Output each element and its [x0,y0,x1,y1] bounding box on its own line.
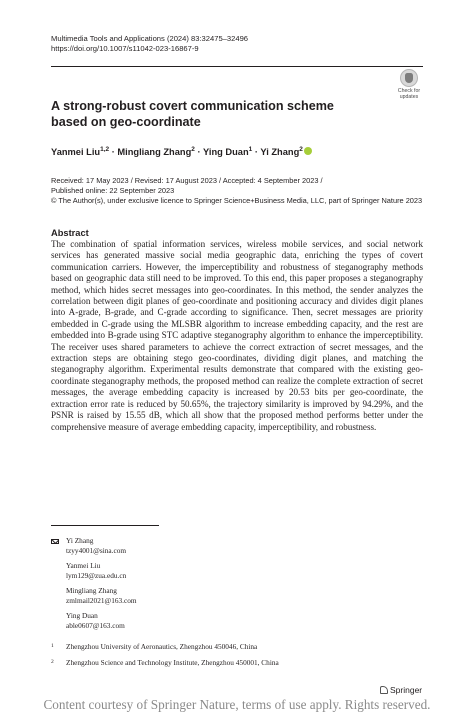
affiliation-text: Zhengzhou Science and Technology Institute, Zhengzhou 450001, China [66,658,279,667]
badge-label-line2: updates [399,94,419,100]
courtesy-notice: Content courtesy of Springer Nature, terms of use apply. Rights reserved. [43,697,431,712]
contact-name: Mingliang Zhang [66,586,117,595]
title-line-1: A strong-robust covert communication scheme [51,99,334,113]
author-affiliation-mark: 2 [299,146,303,153]
title-line-2: based on geo-coordinate [51,115,201,129]
journal-citation: Multimedia Tools and Applications (2024) 83:32475–32496 [51,34,249,43]
author-separator: · [194,147,203,158]
abstract-heading: Abstract [51,228,89,238]
footnote-divider [51,525,159,526]
affiliation-item [51,657,279,668]
abstract-body: The combination of spatial information services, wireless mobile services, and social network services has generated massive social media geographic data, enriching the types of covert communication carriers. However, the imperceptibility and robustness of steganography methods based on geographic data still need to be improved. To this end, this paper proposes a steganography method, which hides secret messages into geo-coordinates. In this method, the sender analyzes the correlation between digit planes of geo-coordinate and positioning accuracy and divides digit planes into A-grade, B-grade, and C-grade according to significance. Then, secret messages are priority embedded in C-grade using the MLSBR algorithm to increase embedding capacity, and the rest are embedded into B-grade using STC adaptive steganography algorithm to enhance the imperceptibility. The receiver uses shared parameters to achieve the correct extraction of secret messages, and the extraction steps are obtaining stego geo-coordinates, dividing digit planes, and matching the steganography algorithm. Experimental results demonstrate that compared with the existing geo-coordinate steganography methods, the proposed method can realize the complete extraction of secret messages, the average embedding capacity is increased by 20.53 bits per geo-coordinate, the extraction error rate is reduced by 50.65%, the trajectory similarity is improved by 94.29%, and the PSNR is raised by 15.55 dB, which all show that the proposed method performs better under the comprehensive measure of average embedding capacity, imperceptibility, and robustness. [51,239,423,432]
publisher-logo [380,685,422,695]
publisher-name: Springer [390,685,423,695]
contact-name: Yi Zhang [66,536,94,545]
affiliation-text: Zhengzhou University of Aeronautics, Zhengzhou 450046, China [66,642,258,651]
contact-name: Ying Duan [66,611,98,620]
affiliation-number: 2 [51,659,54,665]
author-name[interactable]: Ying Duan [203,147,249,158]
author-affiliation-mark: 1 [248,146,253,153]
header-divider [51,66,423,67]
article-title [51,98,381,130]
author-affiliation-mark: 1,2 [100,146,110,153]
author-affiliation-mark: 2 [191,146,195,153]
dates-line-2: Published online: 22 September 2023 [51,186,175,196]
affiliation-item [51,641,257,652]
publication-history [51,176,431,207]
doi-link[interactable]: https://doi.org/10.1007/s11042-023-16867-9 [51,44,199,54]
author-name[interactable]: Yanmei Liu [51,147,101,158]
bookmark-icon [400,69,418,87]
orcid-icon[interactable] [304,147,312,155]
contact-email[interactable]: tzyy4001@sina.com [66,546,127,555]
dates-line-1: Received: 17 May 2023 / Revised: 17 August 2023 / Accepted: 4 September 2023 / [51,176,323,185]
envelope-icon [51,539,59,544]
author-name[interactable]: Mingliang Zhang [117,147,192,158]
copyright-line: © The Author(s), under exclusive licence to Springer Science+Business Media, LLC, part of Springer Nature 2023 [51,196,423,206]
author-name[interactable]: Yi Zhang [260,147,300,158]
author-list [51,146,312,157]
affiliation-number: 1 [51,643,54,649]
check-for-updates-badge[interactable] [392,68,426,104]
contact-email[interactable]: able0607@163.com [66,621,125,630]
springer-horse-icon [380,686,388,694]
contact-email[interactable]: lym129@zua.edu.cn [66,571,127,580]
badge-label-line1: Check for [397,88,421,94]
author-separator: · [252,147,261,158]
contact-name: Yanmei Liu [66,561,101,570]
contact-email[interactable]: zmlmail2021@163.com [66,596,137,605]
author-separator: · [109,147,118,158]
journal-header [51,34,248,54]
